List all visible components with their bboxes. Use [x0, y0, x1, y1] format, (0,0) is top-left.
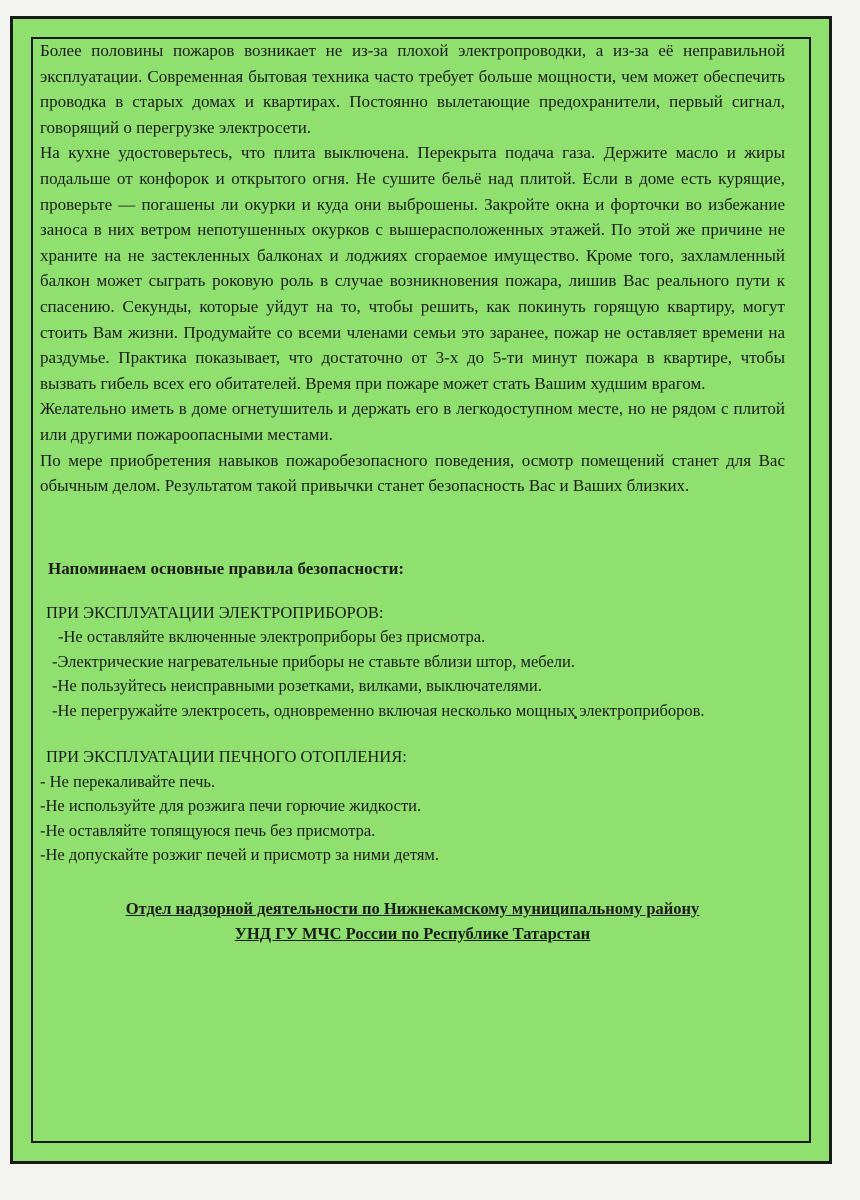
electrical-section — [40, 601, 785, 724]
issuer-signature — [40, 896, 785, 946]
issuer-agency: УНД ГУ МЧС России по Республике Татарстан — [234, 923, 591, 943]
electrical-rule-3: -Не пользуйтесь неисправными розетками, вилками, выключателями. — [52, 676, 542, 696]
issuer-department: Отдел надзорной деятельности по Нижнекамскому муниципальному району — [125, 898, 700, 918]
stove-rule-1: - Не перекаливайте печь. — [40, 771, 216, 791]
stove-title: ПРИ ЭКСПЛУАТАЦИИ ПЕЧНОГО ОТОПЛЕНИЯ: — [46, 747, 407, 767]
paragraph-habits: По мере приобретения навыков пожаробезопасного поведения, осмотр помещений станет для Вас обычным делом. Результатом такой привычки станет безопасность Вас и Ваших близких. — [40, 450, 785, 496]
intro-text — [40, 38, 785, 499]
reminder-heading: Напоминаем основные правила безопасности: — [48, 558, 405, 578]
electrical-title: ПРИ ЭКСПЛУАТАЦИИ ЭЛЕКТРОПРИБОРОВ: — [46, 602, 384, 622]
stove-rule-2: -Не используйте для розжига печи горючие жидкости. — [40, 796, 422, 816]
paragraph-kitchen: На кухне удостоверьтесь, что плита выключена. Перекрыта подача газа. Держите масло и жиры подальше от конфорок и открытого огня. Не сушите бельё над плитой. Если в доме есть курящие, проверьте — погашены ли окурки и куда они выброшены. Закройте окна и форточки во избежание заноса в них ветром непотушенных окурков с вышерасположенных этажей. По этой же причине не храните на не застекленных балконах и лоджиях сгораемое имущество. Кроме того, захламленный балкон может сыграть роковую роль в случае возникновения пожара, лишив Вас реального пути к спасению. Секунды, которые уйдут на то, чтобы решить, как покинуть горящую квартиру, могут стоить Вам жизни. Продумайте со всеми членами семьи это заранее, пожар не оставляет времени на раздумье. Практика показывает, что достаточно от 3-х до 5-ти минут пожара в квартире, чтобы вызвать гибель всех его обитателей. Время при пожаре может стать Вашим худшим врагом. — [40, 143, 785, 393]
stove-section — [40, 745, 785, 868]
paragraph-extinguisher: Желательно иметь в доме огнетушитель и держать его в легкодоступном месте, но не рядом с плитой или другими пожароопасными местами. — [40, 399, 785, 444]
electrical-rule-4: -Не перегружайте электросеть, одновременно включая несколько мощных электроприборов. — [52, 700, 705, 720]
paragraph-wiring: Более половины пожаров возникает не из-за плохой электропроводки, а из-за её неправильной эксплуатации. Современная бытовая техника часто требует больше мощности, чем может обеспечить проводка в старых домах и квартирах. Постоянно вылетающие предохранители, первый сигнал, говорящий о перегрузке электросети. — [40, 41, 785, 137]
electrical-rule-1: -Не оставляйте включенные электроприборы без присмотра. — [58, 627, 486, 647]
leaflet-content — [40, 38, 785, 946]
stove-rule-3: -Не оставляйте топящуюся печь без присмотра. — [40, 820, 376, 840]
stove-rule-4: -Не допускайте розжиг печей и присмотр за ними детям. — [40, 845, 439, 865]
electrical-rule-2: -Электрические нагревательные приборы не ставьте вблизи штор, мебели. — [52, 651, 575, 671]
